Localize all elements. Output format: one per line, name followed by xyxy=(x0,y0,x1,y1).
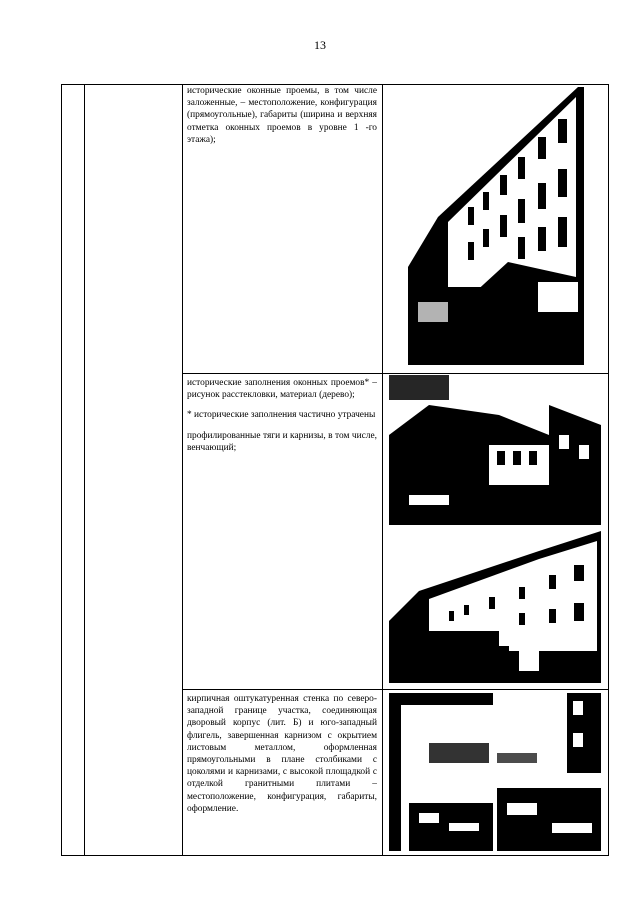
row-divider xyxy=(182,689,608,690)
row-2-text xyxy=(187,377,377,462)
row-2-paragraph-2: * исторические заполнения частично утрачены xyxy=(187,410,376,421)
row-1-paragraph-1: исторические оконные проемы, в том числе заложенные, – местоположение, конфигурация (прямоугольные), габариты (ширина и верхняя отметка оконных проемов в уровне 1 -го этажа); xyxy=(187,86,377,145)
row-2-paragraph-1: исторические заполнения оконных проемов* – рисунок расстекловки, материал (дерево); xyxy=(187,378,377,401)
row-3-text xyxy=(187,693,377,823)
facade-corner-photo xyxy=(389,531,601,683)
wall-left-photo xyxy=(389,693,493,851)
row-1-text xyxy=(187,85,377,154)
facade-photo-perspective xyxy=(408,87,584,365)
document-table xyxy=(61,84,609,856)
column-divider xyxy=(84,85,85,855)
page-number: 13 xyxy=(314,38,326,52)
row-divider xyxy=(182,373,608,374)
column-divider xyxy=(382,85,383,855)
wall-right-photo xyxy=(497,693,601,851)
column-divider xyxy=(182,85,183,855)
row-2-paragraph-3: профилированные тяги и карнизы, в том числе, венчающий; xyxy=(187,430,377,453)
row-3-paragraph-1: кирпичная оштукатуренная стенка по северо-западной границе участка, соединяющая дворовый корпус (лит. Б) и юго-западный флигель, завершенная карнизом с окрытием листовым металлом, оформленная прямоугольными в плане столбиками с цоколями и карнизами, с высокой площадкой с отделкой гранитными плитами – местоположение, конфигурация, габариты, оформление. xyxy=(187,694,377,814)
courtyard-building-photo xyxy=(389,375,601,525)
